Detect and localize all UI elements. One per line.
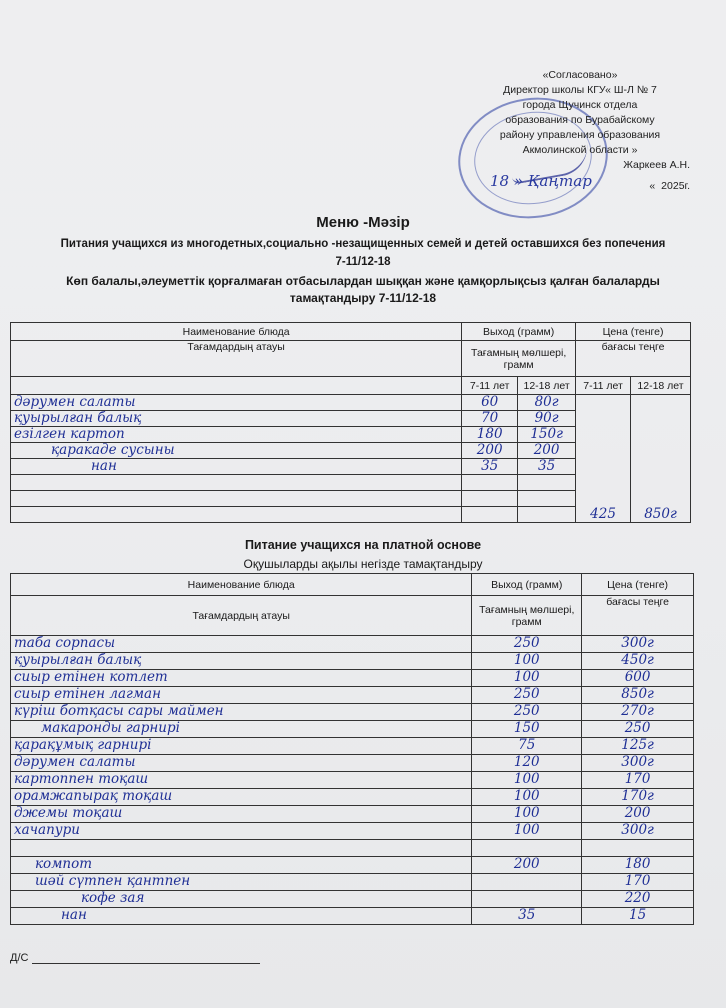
approval-line: Директор школы КГУ« Ш-Л № 7 bbox=[503, 84, 657, 96]
price: 300г bbox=[582, 755, 694, 772]
menu-table-paid bbox=[10, 573, 694, 925]
dish-name: қуырылған балық bbox=[11, 653, 472, 670]
col-name-kz: Тағамдардың атауы bbox=[11, 341, 462, 377]
dish-name: шәй сүтпен қантпен bbox=[11, 874, 472, 891]
footer bbox=[10, 952, 260, 964]
yield: 100 bbox=[472, 670, 582, 687]
yield bbox=[472, 874, 582, 891]
yield: 250 bbox=[472, 636, 582, 653]
paid-title-ru: Питание учащихся на платной основе bbox=[244, 538, 482, 552]
empty-cell bbox=[11, 475, 462, 491]
price: 15 bbox=[582, 908, 694, 925]
dish-name: қарақұмық гарнирі bbox=[11, 738, 472, 755]
dish-name: дәрумен салаты bbox=[11, 755, 472, 772]
dish-name: кофе зая bbox=[11, 891, 472, 908]
age-spacer bbox=[11, 377, 462, 395]
handwritten-date: 18 » Қаңтар bbox=[490, 172, 592, 190]
empty-cell bbox=[518, 475, 576, 491]
dish-name: картоппен тоқаш bbox=[11, 772, 472, 789]
dish-name: дәрумен салаты bbox=[11, 395, 462, 411]
dish-name: күріш ботқасы сары маймен bbox=[11, 704, 472, 721]
dish-name: хачапури bbox=[11, 823, 472, 840]
footer-signature-line bbox=[32, 963, 260, 964]
approval-line: города Щучинск отдела bbox=[522, 99, 638, 111]
col-price-kz: бағасы теңге bbox=[582, 596, 694, 636]
menu-table-free bbox=[10, 322, 691, 523]
price: 850г bbox=[582, 687, 694, 704]
yield: 250 bbox=[472, 687, 582, 704]
price: 200 bbox=[582, 806, 694, 823]
yield-b: 150г bbox=[518, 427, 576, 443]
dish-name: нан bbox=[11, 908, 472, 925]
dish-name: джемы тоқаш bbox=[11, 806, 472, 823]
age-price-a: 7-11 лет bbox=[576, 377, 631, 395]
price: 125г bbox=[582, 738, 694, 755]
subtitle-ru: Питания учащихся из многодетных,социально -незащищенных семей и детей оставшихся без попечения bbox=[60, 238, 666, 250]
yield: 35 bbox=[472, 908, 582, 925]
price: 300г bbox=[582, 823, 694, 840]
dish-name: компот bbox=[11, 857, 472, 874]
empty-cell bbox=[518, 491, 576, 507]
price: 170 bbox=[582, 772, 694, 789]
yield: 150 bbox=[472, 721, 582, 738]
grades-ru: 7-11/12-18 bbox=[335, 256, 391, 268]
col-price-kz: бағасы теңге bbox=[576, 341, 691, 377]
age-price-b: 12-18 лет bbox=[631, 377, 691, 395]
signer-name: Жаркеев А.Н. bbox=[623, 159, 690, 171]
price: 250 bbox=[582, 721, 694, 738]
yield-a: 180 bbox=[462, 427, 518, 443]
date-prefix: « bbox=[649, 180, 656, 192]
approval-line: району управления образования bbox=[499, 129, 661, 141]
yield: 200 bbox=[472, 857, 582, 874]
price: 180 bbox=[582, 857, 694, 874]
approval-line: «Согласовано» bbox=[542, 69, 618, 81]
approval-line: образования по Бурабайскому bbox=[505, 114, 655, 126]
price: 300г bbox=[582, 636, 694, 653]
price bbox=[582, 840, 694, 857]
empty-cell bbox=[462, 507, 518, 523]
yield-a: 70 bbox=[462, 411, 518, 427]
empty-cell bbox=[462, 475, 518, 491]
dish-name: қуырылған балық bbox=[11, 411, 462, 427]
price: 220 bbox=[582, 891, 694, 908]
yield-b: 80г bbox=[518, 395, 576, 411]
col-price-ru: Цена (тенге) bbox=[576, 323, 691, 341]
col-yield-kz: Тағамның мөлшері, грамм bbox=[462, 341, 576, 377]
col-name-ru: Наименование блюда bbox=[11, 323, 462, 341]
subtitle-kz-2: тамақтандыру 7-11/12-18 bbox=[289, 291, 437, 305]
yield-a: 35 bbox=[462, 459, 518, 475]
footer-label: Д/С bbox=[10, 952, 29, 964]
total-price-a: 425 bbox=[576, 395, 631, 523]
dish-name: орамжапырақ тоқаш bbox=[11, 789, 472, 806]
dish-name: сиыр етінен котлет bbox=[11, 670, 472, 687]
dish-name: нан bbox=[11, 459, 462, 475]
yield-b: 35 bbox=[518, 459, 576, 475]
dish-name: таба сорпасы bbox=[11, 636, 472, 653]
approval-line: Акмолинской области » bbox=[522, 144, 638, 156]
yield-a: 60 bbox=[462, 395, 518, 411]
price: 170 bbox=[582, 874, 694, 891]
price: 170г bbox=[582, 789, 694, 806]
age-yield-b: 12-18 лет bbox=[518, 377, 576, 395]
dish-name bbox=[11, 840, 472, 857]
empty-cell bbox=[11, 507, 462, 523]
yield: 250 bbox=[472, 704, 582, 721]
subtitle-kz-1: Көп балалы,әлеуметтік қорғалмаған отбасылардан шыққан және қамқорлықсыз қалған балаларды bbox=[66, 274, 660, 288]
empty-cell bbox=[518, 507, 576, 523]
yield-a: 200 bbox=[462, 443, 518, 459]
dish-name: қаракаде сусыны bbox=[11, 443, 462, 459]
price: 600 bbox=[582, 670, 694, 687]
empty-cell bbox=[11, 491, 462, 507]
col-yield-ru: Выход (грамм) bbox=[462, 323, 576, 341]
price: 450г bbox=[582, 653, 694, 670]
yield: 100 bbox=[472, 806, 582, 823]
dish-name: макаронды гарнирі bbox=[11, 721, 472, 738]
col-yield-kz: Тағамның мөлшері, грамм bbox=[472, 596, 582, 636]
signer-line bbox=[470, 158, 690, 173]
col-name-kz: Тағамдардың атауы bbox=[11, 596, 472, 636]
yield bbox=[472, 891, 582, 908]
yield: 100 bbox=[472, 789, 582, 806]
yield: 75 bbox=[472, 738, 582, 755]
year-suffix: 2025г. bbox=[661, 180, 690, 192]
dish-name: езілген картоп bbox=[11, 427, 462, 443]
total-price-b: 850г bbox=[631, 395, 691, 523]
yield-b: 200 bbox=[518, 443, 576, 459]
yield: 100 bbox=[472, 823, 582, 840]
paid-title-kz: Оқушыларды ақылы негізде тамақтандыру bbox=[243, 557, 483, 571]
document-title: Меню -Мәзір bbox=[316, 214, 410, 231]
age-yield-a: 7-11 лет bbox=[462, 377, 518, 395]
yield: 100 bbox=[472, 653, 582, 670]
yield-b: 90г bbox=[518, 411, 576, 427]
yield bbox=[472, 840, 582, 857]
dish-name: сиыр етінен лагман bbox=[11, 687, 472, 704]
price: 270г bbox=[582, 704, 694, 721]
yield: 120 bbox=[472, 755, 582, 772]
col-price-ru: Цена (тенге) bbox=[582, 574, 694, 596]
col-yield-ru: Выход (грамм) bbox=[472, 574, 582, 596]
col-name-ru: Наименование блюда bbox=[11, 574, 472, 596]
yield: 100 bbox=[472, 772, 582, 789]
empty-cell bbox=[462, 491, 518, 507]
